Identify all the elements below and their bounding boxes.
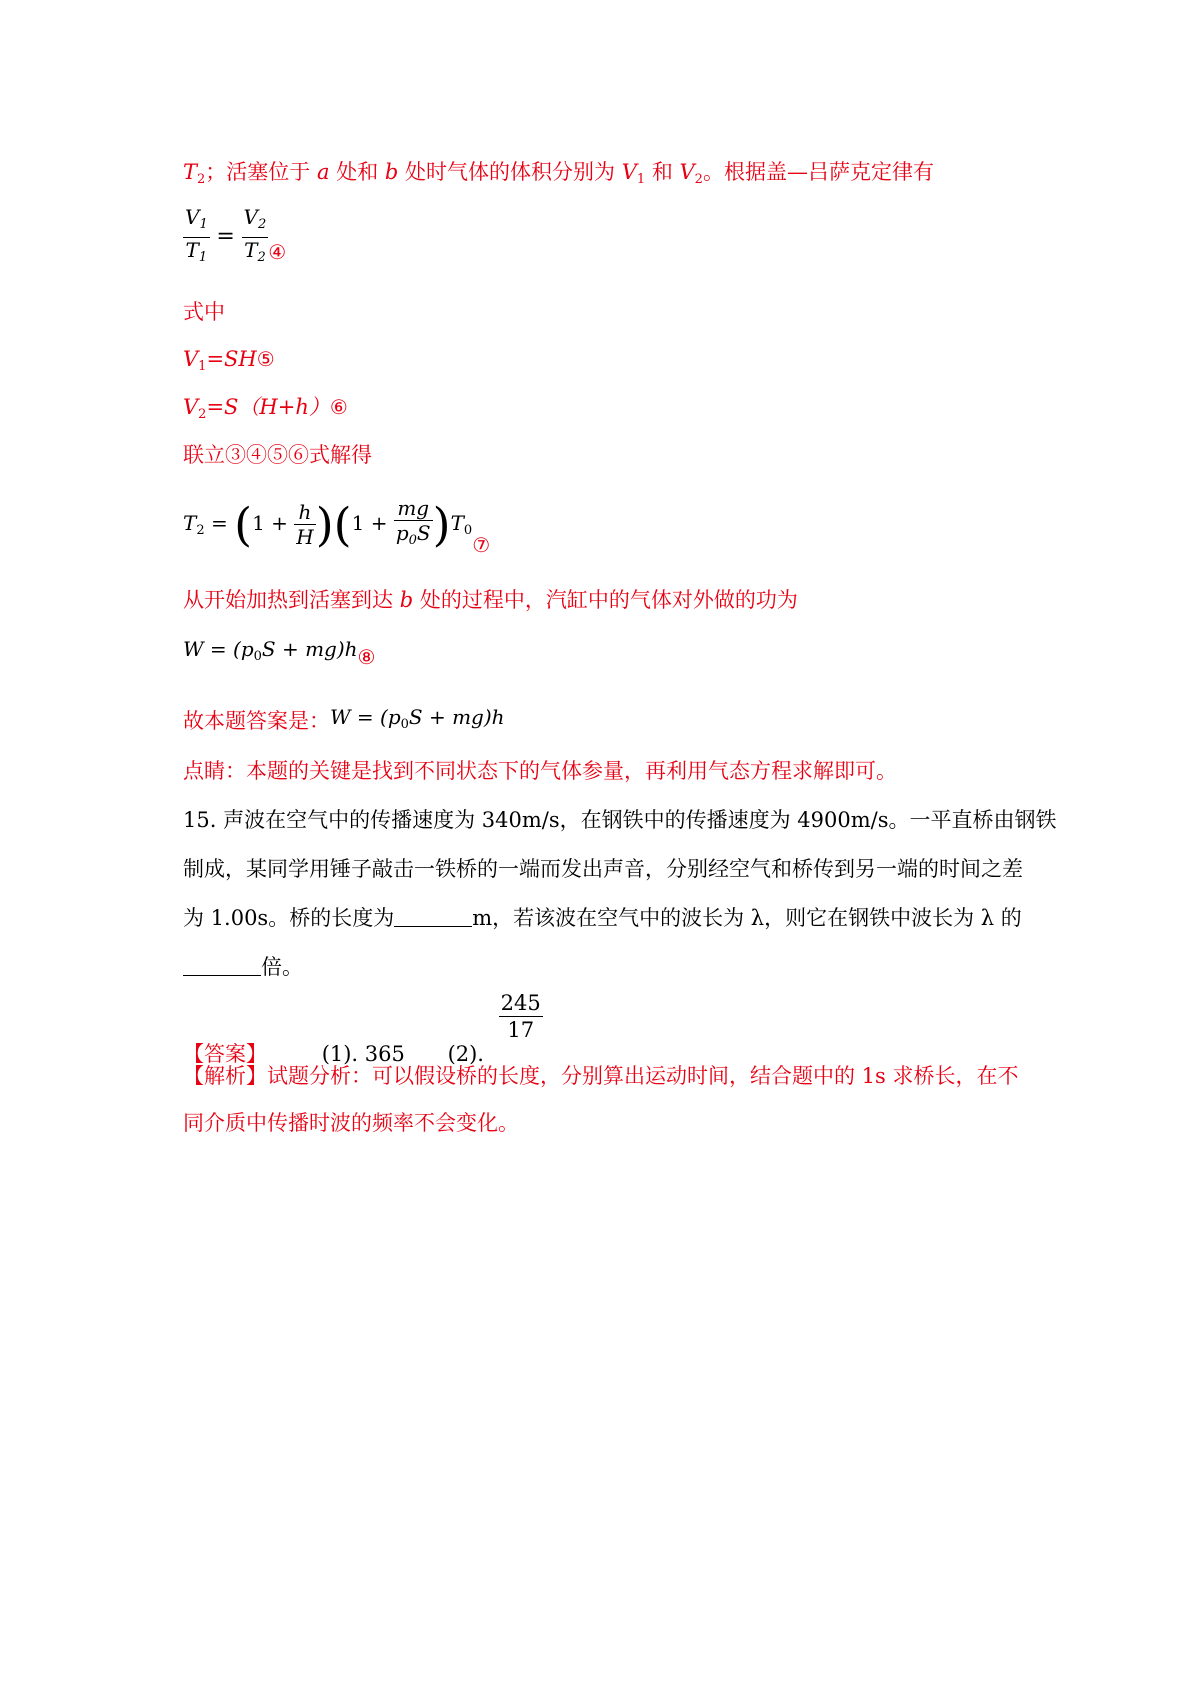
fraction-mg-p0S (394, 496, 433, 553)
text: 从开始加热到活塞到达 (183, 588, 400, 612)
answer-label: 故本题答案是： (183, 709, 330, 733)
subscript: 2 (196, 523, 205, 538)
text: 和 (645, 160, 680, 184)
subscript: 1 (199, 217, 208, 232)
equation-7 (183, 492, 490, 576)
denominator: 17 (507, 1018, 535, 1042)
expr: W = (p (183, 637, 254, 661)
fraction-h-H (294, 500, 315, 549)
var-T: T (183, 511, 197, 535)
blank-2 (183, 953, 261, 976)
subscript: 1 (198, 250, 208, 265)
var-p: p (395, 521, 409, 545)
subscript: 2 (258, 217, 267, 232)
text: ；活塞位于 (205, 160, 317, 184)
equation-number: ⑦ (472, 533, 491, 557)
expr: S + mg)h (261, 637, 358, 661)
var-T: T (450, 511, 464, 535)
paren-open: ( (333, 497, 352, 552)
subscript: 0 (400, 717, 409, 732)
equals-sign: = (204, 511, 235, 535)
subscript: 2 (198, 407, 207, 422)
answer-tag: 【答案】 (183, 1042, 267, 1066)
var-T: T (183, 160, 198, 184)
expr: 1 + (351, 511, 394, 535)
text-work (183, 585, 798, 615)
var-V: V (183, 347, 199, 371)
blank-1 (394, 904, 472, 927)
paren-close: ) (432, 497, 451, 552)
var-T: T (185, 238, 199, 262)
var-a: a (316, 160, 330, 184)
equation-8 (183, 634, 375, 672)
var-b: b (384, 160, 399, 184)
var-V1: V (621, 160, 637, 184)
analysis-tag: 【解析】 (183, 1064, 267, 1088)
var-b: b (399, 588, 414, 612)
subscript: 2 (197, 172, 206, 187)
var-V: V (185, 205, 200, 229)
fraction-245-17 (499, 990, 543, 1043)
numerator: h (294, 500, 315, 525)
expr: S + mg)h (408, 705, 505, 729)
text: 处时气体的体积分别为 (398, 160, 622, 184)
q15-line-4 (183, 952, 303, 982)
subscript: 2 (694, 172, 703, 187)
text: 为 1.00s。桥的长度为 (183, 906, 395, 930)
paren-close: ) (315, 497, 334, 552)
equation-4 (183, 205, 286, 279)
text: 处的过程中，汽缸中的气体对外做的功为 (413, 588, 798, 612)
numerator: mg (394, 496, 433, 521)
text-shizhong: 式中 (183, 300, 225, 324)
var-S: S (416, 521, 431, 545)
q15-line-1: 15. 声波在空气中的传播速度为 340m/s，在钢铁中的传播速度为 4900m/s。一平直桥由钢铁 (183, 808, 1057, 832)
q15-line-3 (183, 903, 1022, 933)
text: 。根据盖—吕萨克定律有 (702, 160, 934, 184)
expr: =S（H+h） (206, 395, 330, 419)
expr: W = (p (330, 705, 401, 729)
text: 倍。 (261, 955, 303, 979)
subscript: 0 (408, 533, 417, 548)
subscript: 1 (636, 172, 646, 187)
text: 处和 (329, 160, 385, 184)
denominator: H (296, 525, 314, 549)
line-t2-intro (183, 157, 934, 195)
expr: =SH (206, 347, 257, 371)
subscript: 0 (463, 523, 473, 538)
q15-analysis-1 (183, 1061, 1019, 1091)
q15-line-2: 制成，某同学用锤子敲击一铁桥的一端而发出声音，分别经空气和桥传到另一端的时间之差 (183, 857, 1023, 881)
paren-open: ( (234, 497, 253, 552)
equals-sign: = (216, 224, 235, 249)
var-V: V (243, 205, 258, 229)
answer-2: (2). (447, 1042, 484, 1066)
numerator: 245 (500, 991, 541, 1015)
equation-number: ④ (268, 240, 287, 264)
eq-6 (183, 392, 348, 430)
var-V: V (183, 395, 199, 419)
var-V2: V (679, 160, 695, 184)
q15-analysis-2: 同介质中传播时波的频率不会变化。 (183, 1111, 519, 1135)
subscript: 0 (253, 649, 262, 664)
answer-line (183, 702, 505, 740)
equation-number: ⑥ (329, 395, 348, 419)
text-dianjing: 点睛：本题的关键是找到不同状态下的气体参量，再利用气态方程求解即可。 (183, 759, 897, 783)
text: 试题分析：可以假设桥的长度，分别算出运动时间，结合题中的 1s 求桥长，在不 (267, 1064, 1019, 1088)
text: m，若该波在空气中的波长为 λ，则它在钢铁中波长为 λ 的 (472, 906, 1022, 930)
text-lianli: 联立③④⑤⑥式解得 (183, 443, 372, 467)
answer-1: (1). 365 (321, 1042, 405, 1066)
var-T: T (244, 238, 258, 262)
fraction-v1-t1 (183, 205, 210, 270)
subscript: 1 (198, 359, 207, 374)
equation-number: ⑤ (256, 347, 275, 371)
subscript: 2 (257, 250, 266, 265)
eq-5 (183, 344, 275, 382)
equation-number: ⑧ (357, 645, 376, 669)
expr: 1 + (252, 511, 295, 535)
fraction-v2-t2 (242, 205, 269, 270)
